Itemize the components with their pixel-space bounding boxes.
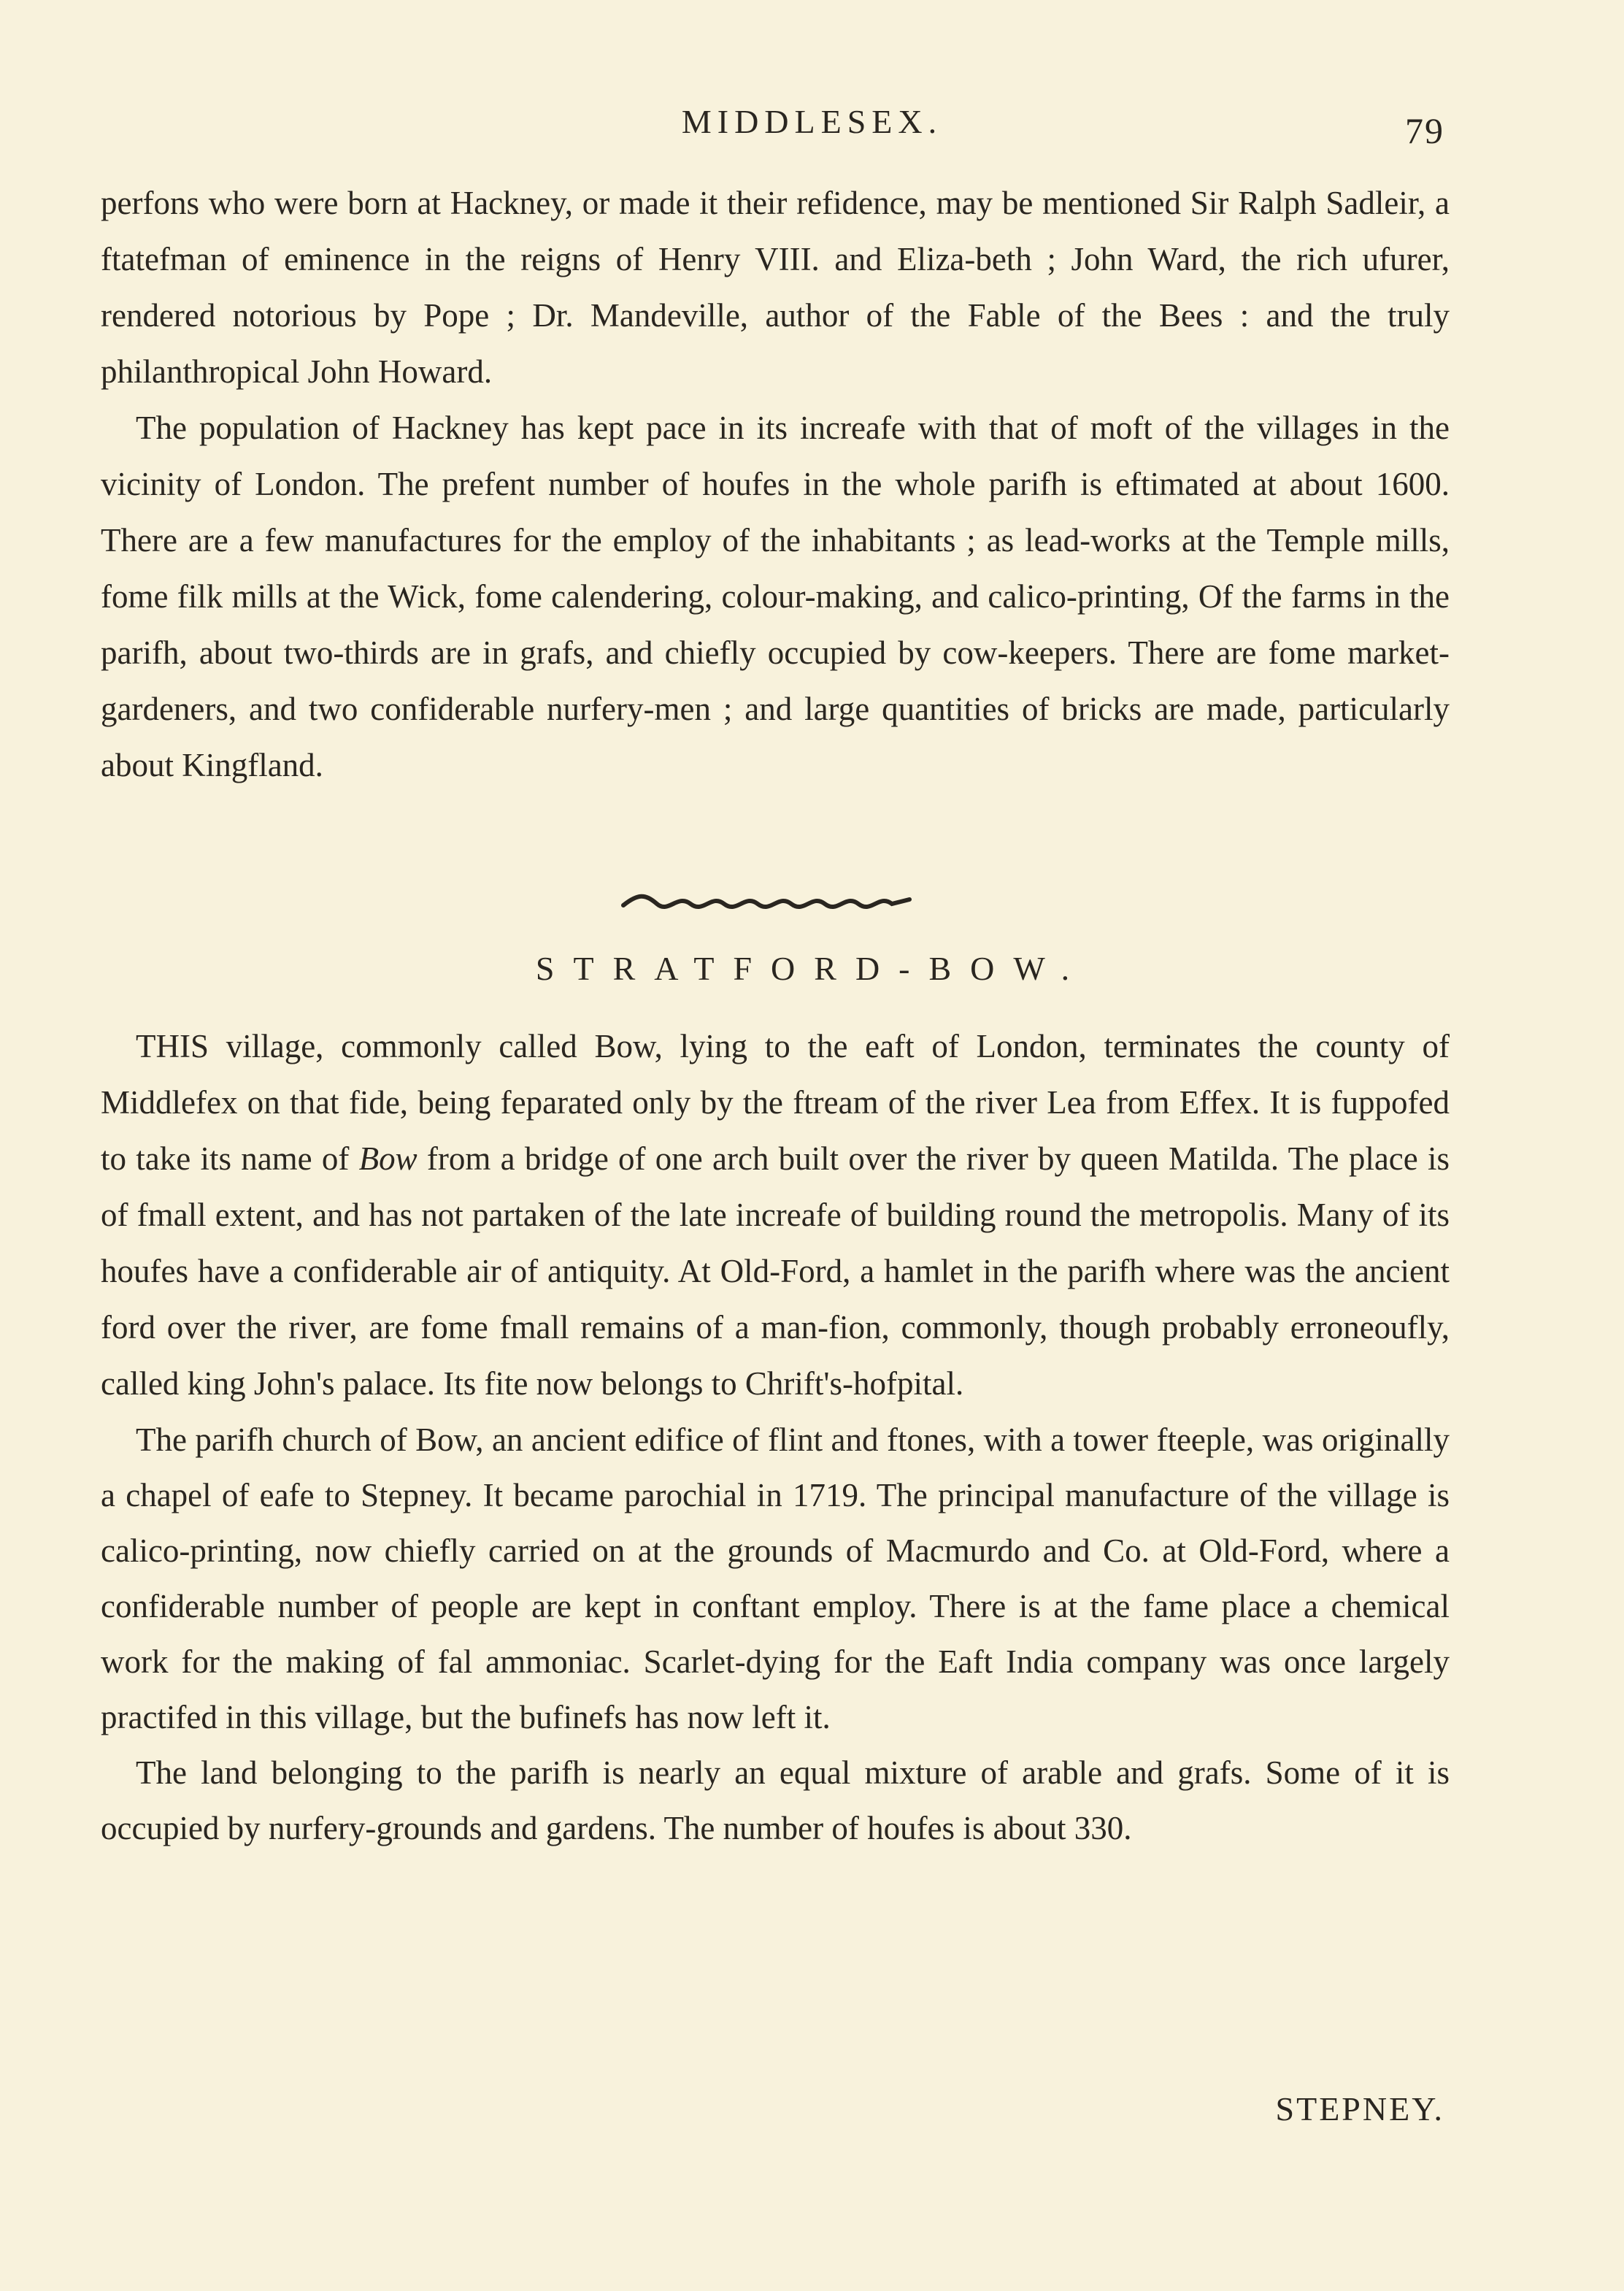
wavy-ornament-divider-icon — [620, 892, 912, 913]
paragraph: The land belonging to the parifh is nearly an equal mixture of arable and grafs. Some of it is occupied by nurfery-grounds and gardens. The number of houfes is about 330. — [101, 1754, 1450, 1846]
text-run: from a bridge of one arch built over the river by queen Matilda. The place is of fmall extent, and has not partaken of the late increafe of building round the metropolis. Many of its houfes have a confiderable air of antiquity. At Old-Ford, a hamlet in the parifh where was the ancient ford over the river, are fome fmall remains of a man-fion, commonly, though probably erroneoufly, called king John's palace. Its fite now belongs to Chrift's-hofpital. — [101, 1140, 1450, 1402]
section-heading: STRATFORD-BOW. — [535, 950, 1089, 987]
catchword: STEPNEY. — [1275, 2090, 1444, 2127]
stratford-bow-text-block — [101, 1018, 1450, 1856]
running-title: MIDDLESEX. — [681, 103, 943, 140]
page-number: 79 — [1405, 110, 1444, 151]
hackney-text-block — [101, 175, 1450, 794]
paragraph: The parifh church of Bow, an ancient edifice of flint and ftones, with a tower fteeple, was originally a chapel of eafe to Stepney. It became parochial in 1719. The principal manufacture of the village is calico-printing, now chiefly carried on at the grounds of Macmurdo and Co. at Old-Ford, where a confiderable number of people are kept in conftant employ. There is at the fame place a chemical work for the making of fal ammoniac. Scarlet-dying for the Eaft India company was once largely practifed in this village, but the bufinefs has now left it. — [101, 1421, 1450, 1735]
paragraph: The population of Hackney has kept pace in its increafe with that of moft of the villages in the vicinity of London. The prefent number of houfes in the whole parifh is eftimated at about 1600. There are a few manufactures for the employ of the inhabitants ; as lead-works at the Temple mills, fome filk mills at the Wick, fome calendering, colour-making, and calico-printing, Of the farms in the parifh, about two-thirds are in grafs, and chiefly occupied by cow-keepers. There are fome market-gardeners, and two confiderable nurfery-men ; and large quantities of bricks are made, particularly about Kingfland. — [101, 410, 1450, 783]
italic-term: Bow — [358, 1140, 417, 1177]
paragraph — [101, 1018, 1450, 1412]
paragraph: perfons who were born at Hackney, or made it their refidence, may be mentioned Sir Ralph Sadleir, a ftatefman of eminence in the reigns of Henry VIII. and Eliza-beth ; John Ward, the rich ufurer, rendered notorious by Pope ; Dr. Mandeville, author of the Fable of the Bees : and the truly philanthropical John Howard. — [101, 185, 1450, 390]
text-run: THIS village, commonly called Bow, lying to the eaft of London, terminates the county of Middlefex on that fide, being feparated only by the ftream of the river Lea from Effex. It is fuppofed to take its name of — [101, 1028, 1450, 1177]
